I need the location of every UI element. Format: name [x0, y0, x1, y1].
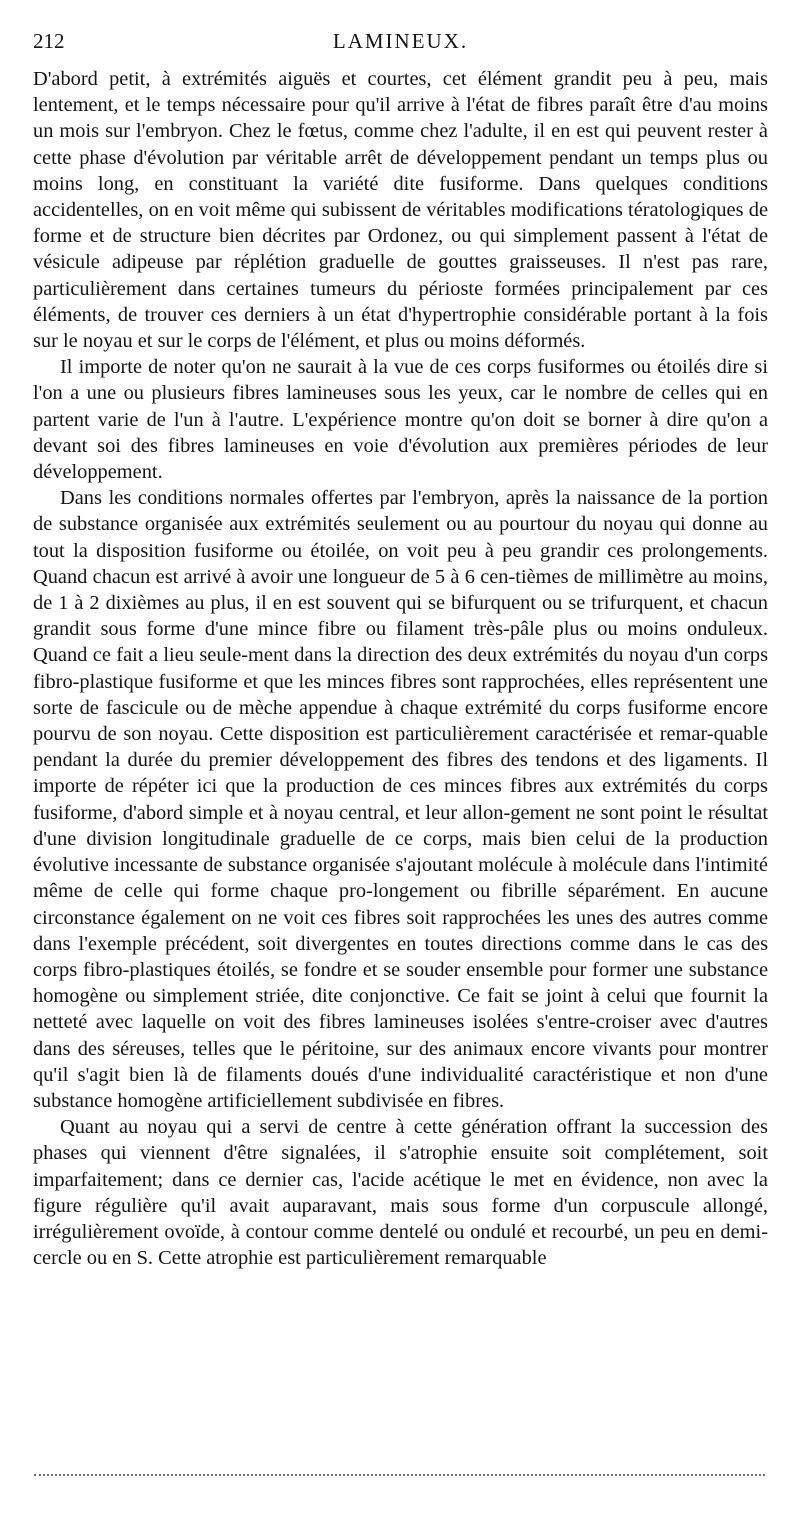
- running-head: [33, 26, 768, 56]
- paragraph: Quant au noyau qui a servi de centre à cette génération offrant la succession des phases qui viennent d'être signalées, il s'atrophie ensuite soit complétement, soit imparfaitement; dans ce dernier cas, l'acide acétique le met en évidence, non avec la figure régulière qu'il avait auparavant, mais sous forme d'un corpuscule allongé, irrégulièrement ovoïde, à contour comme dentelé ou ondulé et recourbé, un peu en demi-cercle ou en S. Cette atrophie est particulièrement remarquable: [33, 1116, 768, 1270]
- body-text: [33, 66, 768, 1271]
- paragraph: Il importe de noter qu'on ne saurait à la vue de ces corps fusiformes ou étoilés dire si l'on a une ou plusieurs fibres lamineuses sous les yeux, car le nombre de celles qui en partent varie de l'un à l'autre. L'expérience montre qu'on doit se borner à dire qu'on a devant soi des fibres lamineuses en voie d'évolution aux premières périodes de leur développement.: [33, 356, 768, 484]
- page-number: 212: [33, 29, 65, 53]
- book-page: [33, 26, 768, 1271]
- dotted-divider: [34, 1474, 765, 1476]
- paragraph: Dans les conditions normales offertes par l'embryon, après la naissance de la portion de substance organisée aux extrémités seulement ou au pourtour du noyau qui donne au tout la disposition fusiforme ou étoilée, on voit peu à peu grandir ces prolongements. Quand chacun est arrivé à avoir une longueur de 5 à 6 cen-tièmes de millimètre au moins, de 1 à 2 dixièmes au plus, il en est souvent qui se bifurquent ou se trifurquent, et chacun grandit sous forme d'une mince fibre ou filament très-pâle plus ou moins onduleux. Quand ce fait a lieu seule-ment dans la direction des deux extrémités du noyau d'un corps fibro-plastique fusiforme et que les minces fibres sont rapprochées, elles représentent une sorte de fascicule ou de mèche appendue à chaque extrémité du corps fusiforme encore pourvu de son noyau. Cette disposition est particulièrement caractérisée et remar-quable pendant la durée du premier développement des fibres des tendons et des ligaments. Il importe de répéter ici que la production de ces minces fibres aux extrémités du corps fusiforme, d'abord simple et à noyau central, et leur allon-gement ne sont point le résultat d'une division longitudinale graduelle de ce corps, mais bien celui de la production évolutive incessante de substance organisée s'ajoutant molécule à molécule dans l'intimité même de celle qui forme chaque pro-longement ou fibrille séparément. En aucune circonstance également on ne voit ces fibres soit rapprochées les unes des autres comme dans l'exemple précédent, soit divergentes en toutes directions comme dans le cas des corps fibro-plastiques étoilés, se fondre et se souder ensemble pour former une substance homogène ou simplement striée, dite conjonctive. Ce fait se joint à celui que fournit la netteté avec laquelle on voit des fibres lamineuses isolées s'entre-croiser avec d'autres dans des séreuses, telles que le péritoine, sur des animaux encore vivants pour montrer qu'il s'agit bien là de filaments doués d'une individualité caractéristique et non d'une substance homogène artificiellement subdivisée en fibres.: [33, 487, 768, 1112]
- paragraph: D'abord petit, à extrémités aiguës et courtes, cet élément grandit peu à peu, mais lentement, et le temps nécessaire pour qu'il arrive à l'état de fibres paraît être d'au moins un mois sur l'embryon. Chez le fœtus, comme chez l'adulte, il en est qui peuvent rester à cette phase d'évolution par véritable arrêt de développement pendant un temps plus ou moins long, en constituant la variété dite fusiforme. Dans quelques conditions accidentelles, on en voit même qui subissent de véritables modifications tératologiques de forme et de structure bien décrites par Ordonez, ou qui simplement passent à l'état de vésicule adipeuse par réplétion graduelle de gouttes graisseuses. Il n'est pas rare, particulièrement dans certaines tumeurs du périoste formées principalement par ces éléments, de trouver ces derniers à un état d'hypertrophie considérable portant à la fois sur le noyau et sur le corps de l'élément, et plus ou moins déformés.: [33, 68, 768, 353]
- running-title: LAMINEUX.: [332, 29, 469, 53]
